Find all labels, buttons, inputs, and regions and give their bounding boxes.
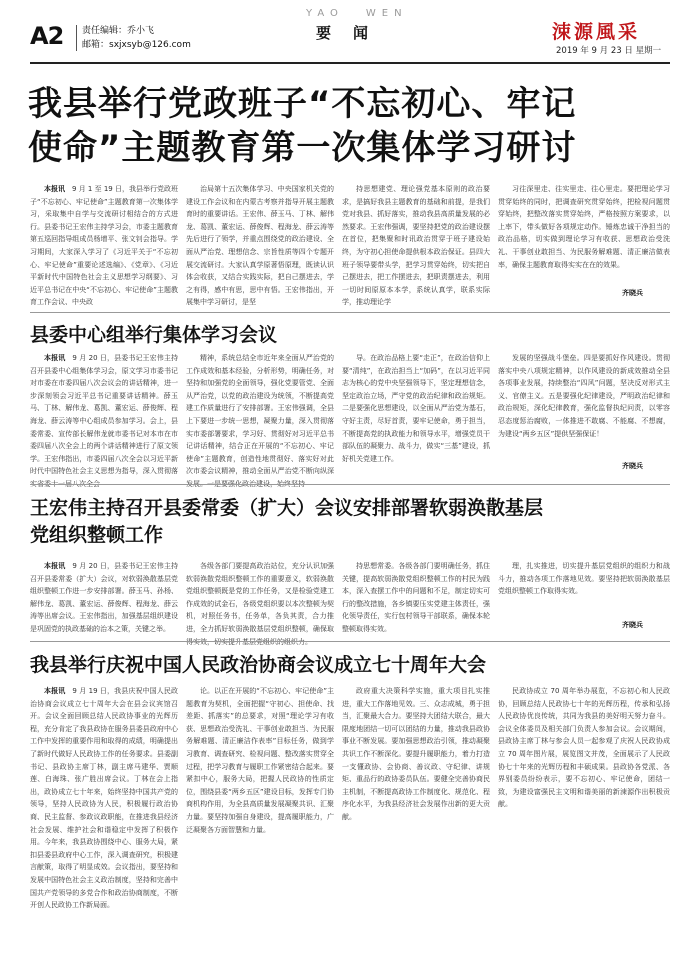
article1-col3: 持思想建党、理论强党基本原则的政治要求，是搞好我县主题教育的基础和前提，是我们党对我县、抓好落实，推动我县高质量发展的必然要求。王宏伟强调，要坚持把党的政治建设摆在首位，把集聚和时讯政治贯穿于班子建设始终，为守初心担使命提供根本政治保证。县四大班子领导要带头学，把学习贯穿始终，切实把自己摆进去，把工作摆进去，把职责摆进去，利用一切时间原原本本学，系统认真学，联系实际学，推动理论学 <box>342 185 490 307</box>
issue-date: 2019 年 9 月 23 日 星期一 <box>556 46 662 56</box>
article3-headline-line2: 党组织整顿工作 <box>30 524 164 546</box>
header-rule <box>30 62 670 64</box>
page-header <box>0 0 700 64</box>
editor-info <box>82 24 191 52</box>
article4-headline: 我县举行庆祝中国人民政治协商会议成立七十周年大会 <box>30 654 487 676</box>
section-title: 要闻 <box>316 24 391 42</box>
article4-col4: 民政协成立 70 周年举办展览，不忘初心和人民政协，回顾总结人民政协七十年的光辉历程，传承和弘扬人民政协优良传统，共同为我县的美好明天努力奋斗。会议全体委员及相关部门负责人参加会议。会议期间，县政协主席丁林与参会人员一起参观了庆祝人民政协成立 70 周年图片展，展览图文并茂，全面展示了人民政协七十年来的光辉历程和丰硕成果。县政协各党派、各界别委员纷纷表示，要不忘初心、牢记使命，团结一致，为建设富强民主文明和谐美丽的新涑源作出积极贡献。 <box>498 687 670 809</box>
article2-col1: 本报讯 9 月 20 日，县委书记王宏伟主持召开县委中心组集体学习会，原文学习市委书记对市委在市委四届八次会议会的讲话精神，进一步深刻领会习近平总书记重要讲话精神。薛玉马、丁林、解伟龙、葛凯、董宏运、薛俊辉、程海龙、薛云涛等中心组成员参加学习。会上，县委常委、宣传部长解伟龙就市委书记对本市在市委四届八次全会上的两个讲话精神进行了原文领学。王宏伟指出，市委四届八次全会以习近平新时代中国特色社会主义思想为指导，深入贯彻落 <box>30 354 178 476</box>
article3-author: 齐晓兵 <box>622 621 643 629</box>
article1-col1: 本报讯 9 月 1 至 19 日，我县举行党政班子“不忘初心、牢记使命”主题教育第一次集体学习，采取集中自学与交流研讨相结合的方式进行。县委书记王宏伟主持学习会，市委主题教育第五巡回指导组成员杨增平、张文钊会指导。学习期间，大家深入学习了《习近平关于“不忘初心、牢记使命”重要论述选编》、《党章》、《习近平新时代中国特色社会主义思想学习纲要》、习近平总书记在中央“不忘初心、牢记使命”主题教育工作会议、中央政 <box>30 185 178 307</box>
article3-col4: 理，扎实推进，切实提升基层党组织的组织力和战斗力，推动各项工作落地见效。要坚持把软弱涣散基层党组织整顿工作取得实效。 <box>498 562 670 596</box>
article2-col4: 发展的坚强战斗堡垒。四是要抓好作风建设。贯彻落实中央八项规定精神，以作风建设的新成效推动全县各项事业发展，持续整治“四风”问题，坚决反对形式主义、官僚主义。五是要强化纪律建设，严明政治纪律和政治规矩，深化纪律教育，强化监督执纪问责，以零容忍态度惩治腐败，一体推进不敢腐、不能腐、不想腐，为建设“两乡五区”提供坚强保证！ <box>498 354 670 438</box>
lead-headline-line1: 我县举行党政班子“不忘初心、牢记 <box>28 84 577 124</box>
section-en-2: WEN <box>365 8 408 19</box>
lead-headline <box>28 82 673 170</box>
article3-col2: 各级各部门要提高政治站位，充分认识加强软弱涣散党组织整顿工作的重要意义，软弱涣散党组织整顿既是党的工作任务，又是检验党建工作成效的试金石，各级党组织要以本次整顿为契机，对照任务书，任务单，各负其责，合力推进，全力抓好软弱涣散基层党组织整顿，确保取 <box>186 562 334 633</box>
article1-col2: 治局第十五次集体学习、中央国家机关党的建设工作会议和在内蒙古考察并指导开展主题教育时的重要讲话。王宏伟、薛玉马、丁林、解伟龙、葛凯、董宏运、薛俊辉、程海龙、薛云涛等先后进行了领学，并重点围绕党的政治建设、全面从严治党、理想信念、宗旨性质等四个专题开展交流研讨。大家认真学原著悟原理，既读认识体会收获，又结合实践实际，把自己摆进去，学之有得，感中有思，思中有悟。王宏伟指出，开展集中学习研讨，是坚 <box>186 185 334 307</box>
article2-headline: 县委中心组举行集体学习会议 <box>30 324 278 346</box>
lead-headline-line2: 使命”主题教育第一次集体学习研讨 <box>28 128 577 168</box>
section-en-1: YAO <box>306 8 344 19</box>
article2-rule <box>30 484 670 485</box>
header-divider <box>76 25 77 51</box>
editor-label: 责任编辑：乔小飞 <box>82 26 155 36</box>
article4-col2: 论。以正在开展的“不忘初心、牢记使命”主题教育为契机，全面把握“守初心、担使命、找差距、抓落实”的总要求，对照“理论学习有收获、思想政治受洗礼、干事创业敢担当、为民服务解难题、清正廉洁作表率”目标任务，做到学习教育、调查研究、检视问题、整改落实贯穿全过程，把学习教育与履职工作紧密结合起来。要紧扣中心，服务大局，把握人民政协的性质定位，围绕县委“两乡五区”建设目标，发挥专门协商机构作用，为全县高质量发展凝聚共识、汇聚力量。要坚持加强自身建设，提高履职能力，广泛凝聚各方面智慧和力量。 <box>186 687 334 834</box>
article1-author: 齐晓兵 <box>622 289 643 297</box>
article3-col1: 本报讯 9 月 20 日，县委书记王宏伟主持召开县委常委（扩大）会议，对软弱涣散基层党组织整顿工作进一步安排部署。薛玉马、孙杨、解伟龙、葛凯、董宏运、薛俊辉、程海龙、薛云涛等出席会议。王宏伟指出，加强基层组织建设是巩固党的执政基础的治本之策，关键之举。 <box>30 562 178 633</box>
page-number: A2 <box>30 22 64 50</box>
article1-col4: 习往深里走、往实里走、往心里走。要把理论学习贯穿始终的同时，把调查研究贯穿始终，把检视问题贯穿始终，把整改落实贯穿始终，严格按照方案要求，以上率下，带头做好各项规定动作。锤炼忠诚干净担当的政治品格，切实做到理论学习有收获、思想政治受洗礼、干事创业敢担当、为民服务解难题、清正廉洁做表率，确保主题教育取得实实在在的效果。 <box>498 185 670 269</box>
article2-col3: 导。在政治品格上要“走正”，在政治信仰上要“清纯”，在政治担当上“加码”，在以习近平同志为核心的党中央坚强领导下，坚定理想信念，坚定政治立场，严守党的政治纪律和政治规矩。二是要强化思想建设，以全面从严治党为基石，守好主责，尽好首责，要牢记使命，勇于担当，不断提高党的执政能力和领导水平，增强党员干部队伍的凝聚力、战斗力，做实“三基”建设，抓好机关党建工作。 <box>342 354 490 463</box>
email-label: 邮箱：sxjxsyb@126.com <box>82 40 191 50</box>
article2-author: 齐晓兵 <box>622 462 643 470</box>
article3-rule <box>30 641 670 642</box>
article1-rule <box>30 312 670 313</box>
article3-col3: 持思想常委。各级各部门要明确任务，抓住关键，提高软弱涣散党组织整顿工作的村民为践本，深入查摆工作中的问题和不足，制定切实可行的整改措施，各乡镇要压实党建主体责任，强化领导责任，实行包村领导干部联系，确保本轮整顿取得实效。 <box>342 562 490 633</box>
newspaper-logo: 涑源風采 <box>552 21 641 43</box>
article3-headline <box>30 495 675 549</box>
article2-col2: 精神，系统总结全市近年来全面从严治党的工作成效和基本经验，分析形势，明确任务，对坚持和加强党的全面领导，强化党要管党、全面从严治党，以党的政治建设为统领，不断提高党建工作质量进行了安排部署。王宏伟强调，全县上下要进一步统一思想，凝聚力量，深入贯彻落实市委部署要求，学习好、贯彻好对习近平总书记讲话精神，结合正在开展的“不忘初心、牢记使命”主题教育，创造性地贯彻好、落实好对此次市委会议精神，推动全面从严治党不断向纵深 <box>186 354 334 476</box>
section-english <box>306 8 408 19</box>
article4-col3: 政府重大决策科学实施，重大项目扎实推进，重大工作落地见效。三、众志成城，勇于担当，汇聚最大合力。要坚持大团结大联合，最大限度地团结一切可以团结的力量，推动我县政协事业不断发展。要加强思想政治引领，推动凝聚共识工作不断深化。要提升履职能力，着力打造一支懂政协、会协商、善议政、守纪律、讲规矩、重品行的政协委员队伍。要健全完善协商民主机制，不断提高政协工作制度化、规范化、程序化水平，为我县经济社会发展作出新的更大贡献。 <box>342 687 490 821</box>
article3-headline-line1: 王宏伟主持召开县委常委（扩大）会议安排部署软弱涣散基层 <box>30 497 544 519</box>
article4-col1: 本报讯 9 月 19 日，我县庆祝中国人民政治协商会议成立七十周年大会在县会议宾馆召开。会议全面回顾总结人民政协事业的光辉历程，充分肯定了我县政协在服务县委县政府中心工作中发挥的重要作用和取得的成绩，明确提出了新时代做好人民政协工作的任务要求。县委副书记、县政协主席丁林，副主席马建华、贾顺莲、白海珠、张广胜出席会议。丁林在会上指出，政协成立七十年来，始终坚持中国共产党的领导，坚持人民政协为人民，积极履行政治协商、民主监督、参政议政职能，在推进我县经济社会发展、维护社会和谐稳定中发挥了积极作用。今年来，我县政协围绕中心、服务大局，紧扣县委县政府中心工作，深入调查研究，积极建言献策，取得了明显成效。会议指出，要坚持和发展中国特色社会主义政治制度，坚持和完善中国共产党领导的多党合作和政治协商制度，不断开创人民政协工作新局面。 <box>30 687 178 910</box>
